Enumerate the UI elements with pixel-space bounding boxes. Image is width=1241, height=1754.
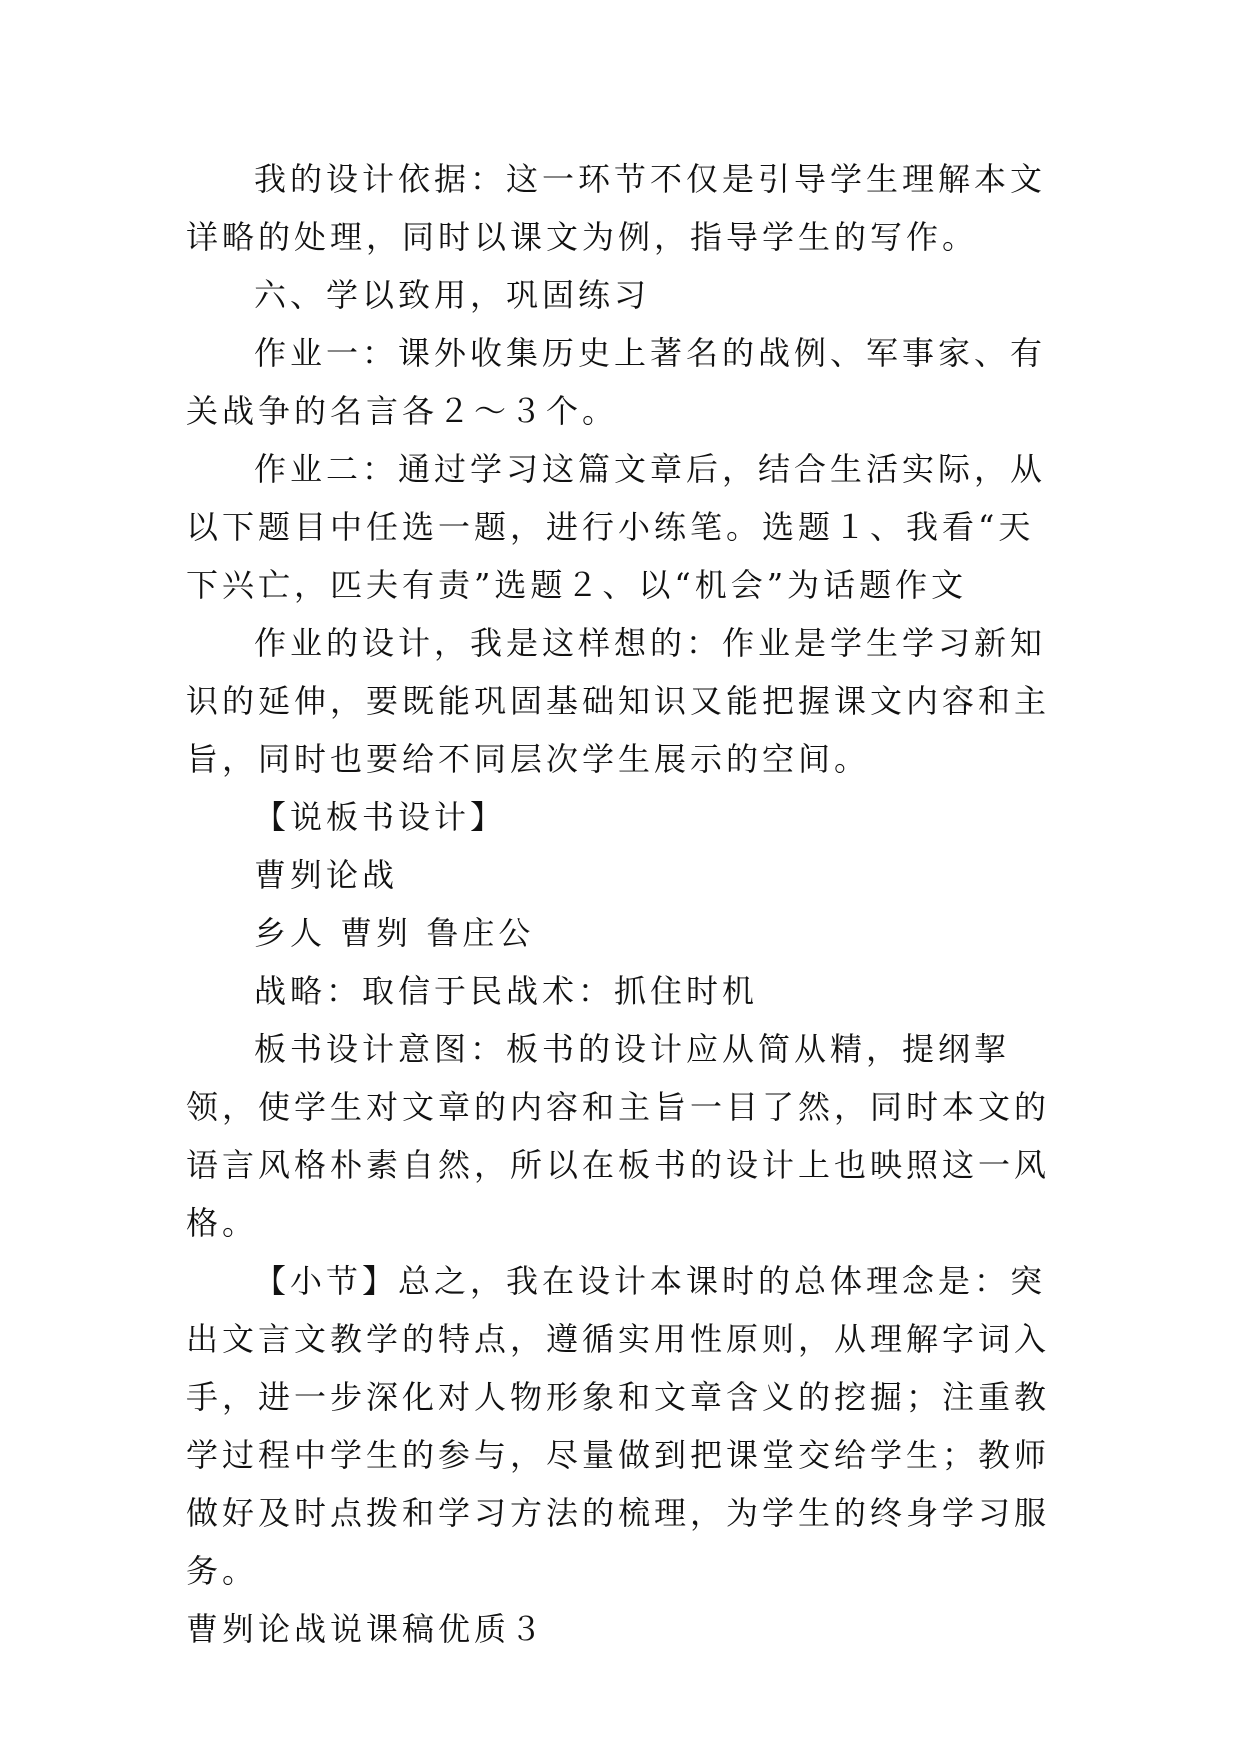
document-body xyxy=(186,150,1056,1658)
paragraph-homework-one: 作业一：课外收集历史上著名的战例、军事家、有关战争的名言各２～３个。 xyxy=(186,334,1047,430)
paragraph-board-intent: 板书设计意图：板书的设计应从简从精，提纲挈领，使学生对文章的内容和主旨一目了然，同时本文的语言风格朴素自然，所以在板书的设计上也映照这一风格。 xyxy=(186,1030,1051,1242)
paragraph-design-basis: 我的设计依据：这一环节不仅是引导学生理解本文详略的处理，同时以课文为例，指导学生的写作。 xyxy=(186,160,1047,256)
board-characters: 乡人 曹刿 鲁庄公 xyxy=(254,914,535,952)
next-section-title: 曹刿论战说课稿优质３ xyxy=(186,1610,547,1648)
section-heading-board-design: 【说板书设计】 xyxy=(254,798,507,836)
paragraph-summary: 【小节】总之，我在设计本课时的总体理念是：突出文言文教学的特点，遵循实用性原则，从理解字词入手，进一步深化对人物形象和文章含义的挖掘；注重教学过程中学生的参与，尽量做到把课堂交给学生；教师做好及时点拨和学习方法的梳理，为学生的终身学习服务。 xyxy=(186,1262,1051,1590)
paragraph-homework-design: 作业的设计，我是这样想的：作业是学生学习新知识的延伸，要既能巩固基础知识又能把握课文内容和主旨，同时也要给不同层次学生展示的空间。 xyxy=(186,624,1051,778)
board-strategy: 战略：取信于民战术：抓住时机 xyxy=(254,972,759,1010)
board-title: 曹刿论战 xyxy=(254,856,399,894)
paragraph-homework-two: 作业二：通过学习这篇文章后，结合生活实际，从以下题目中任选一题，进行小练笔。选题１、我看“天下兴亡，匹夫有责”选题２、以“机会”为话题作文 xyxy=(186,450,1047,604)
section-heading-practice: 六、学以致用，巩固练习 xyxy=(254,276,651,314)
